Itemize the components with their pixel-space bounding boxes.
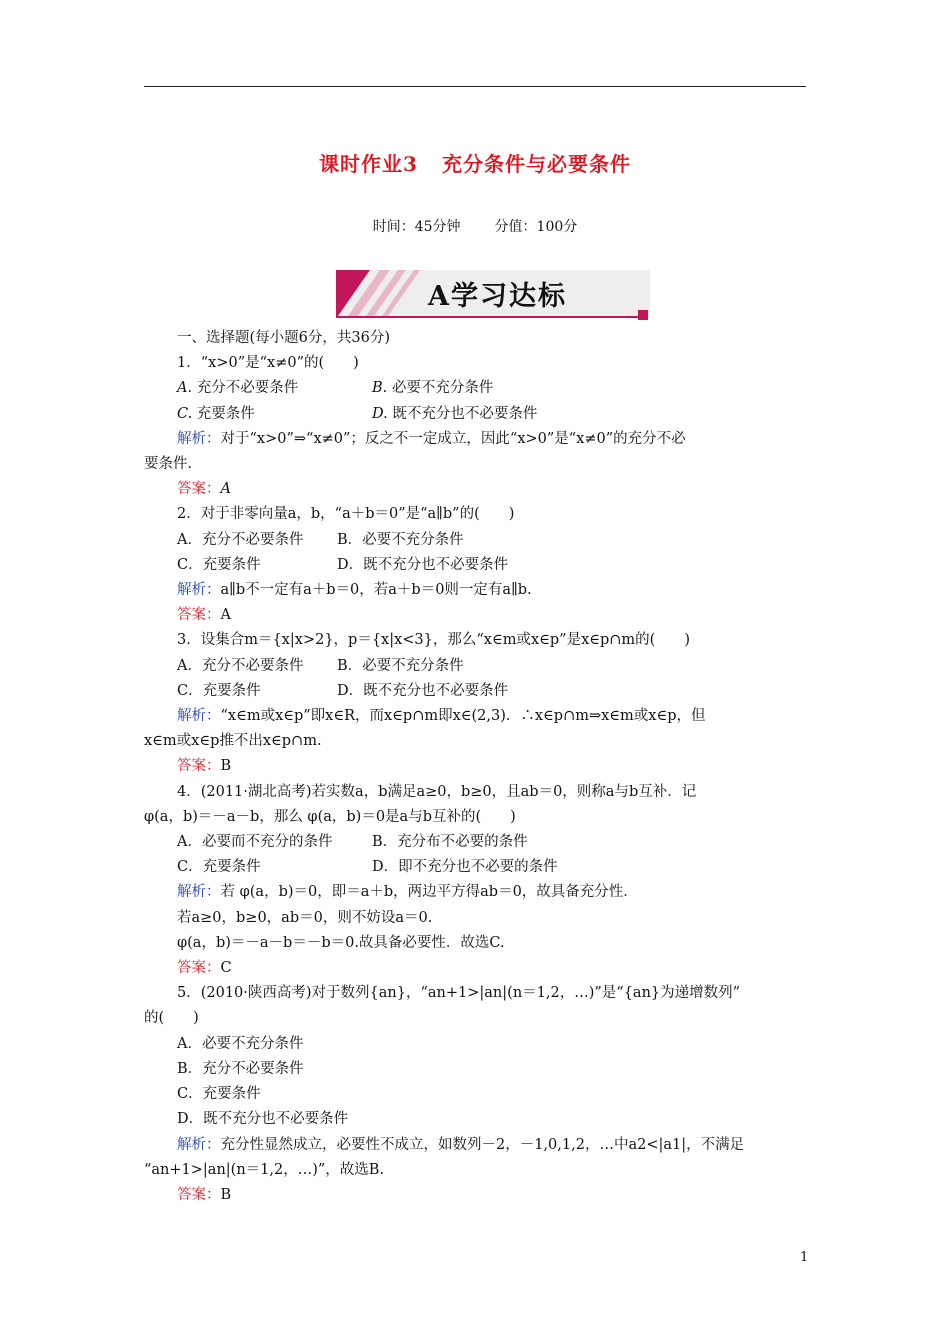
banner-underline — [336, 316, 640, 318]
q1-option-c: C. 充要条件 — [177, 405, 255, 422]
q2-option-a: A．充分不必要条件 — [177, 531, 304, 548]
q4-option-a: A．必要而不充分的条件 — [177, 834, 333, 851]
answer-label: 答案： — [177, 960, 221, 977]
q2-options-cd — [144, 553, 810, 578]
q4-option-d: D．即不充分也不必要的条件 — [372, 859, 558, 876]
answer-label: 答案： — [177, 607, 221, 624]
q4-analysis-line2: 若a≥0，b≥0，ab＝0，则不妨设a＝0. — [177, 909, 433, 926]
q1-analysis-cont: 要条件． — [144, 456, 202, 473]
analysis-label: 解析： — [177, 1136, 221, 1153]
q5-stem: 5．(2010·陕西高考)对于数列{an}，“an+1>|an|(n＝1,2，…)”是“{an}为递增数列” — [177, 985, 741, 1002]
analysis-label: 解析： — [177, 884, 221, 901]
q5-answer: 答案：B — [177, 1186, 232, 1203]
question-list — [144, 326, 810, 1208]
q5-option-c: C．充要条件 — [177, 1086, 261, 1103]
q1-answer: 答案：A — [177, 481, 231, 498]
total-score: 分值：100分 — [494, 219, 578, 235]
q3-stem: 3．设集合m＝{x|x>2}，p＝{x|x<3}，那么“x∈m或x∈p”是x∈p∩m的( ) — [177, 632, 690, 649]
q4-stem: 4．(2011·湖北高考)若实数a，b满足a≥0，b≥0，且ab＝0，则称a与b互补．记 — [177, 783, 697, 800]
q1-analysis: 解析：对于“x>0”⇒“x≠0”；反之不一定成立，因此“x>0”是“x≠0”的充分不必 — [177, 430, 686, 447]
q2-option-c: C．充要条件 — [177, 556, 261, 573]
header-rule — [144, 86, 806, 87]
q1-options-ab — [144, 376, 810, 401]
q5-option-a: A．必要不充分条件 — [177, 1035, 304, 1052]
q3-analysis: 解析：“x∈m或x∈p”即x∈R，而x∈p∩m即x∈(2,3)．∴x∈p∩m⇒x∈m或x∈p，但 — [177, 708, 706, 725]
q2-analysis: 解析：a∥b不一定有a＋b＝0，若a＋b＝0则一定有a∥b. — [177, 582, 532, 599]
q2-option-d: D．既不充分也不必要条件 — [337, 556, 509, 573]
q4-stem-cont: φ(a，b)＝－a－b，那么 φ(a，b)＝0是a与b互补的( ) — [144, 808, 516, 825]
q5-option-b: B．充分不必要条件 — [177, 1060, 304, 1077]
banner-text: A学习达标 — [428, 281, 567, 312]
q5-stem-cont: 的( ) — [144, 1010, 199, 1027]
answer-label: 答案： — [177, 1186, 221, 1203]
q1-option-a: A. 充分不必要条件 — [177, 380, 299, 397]
q4-answer: 答案：C — [177, 960, 232, 977]
q5-analysis: 解析：充分性显然成立，必要性不成立，如数列－2，－1,0,1,2，…中a2<|a1|，不满足 — [177, 1136, 745, 1153]
answer-label: 答案： — [177, 481, 221, 498]
title-lesson: 课时作业3 — [319, 152, 418, 176]
q3-options-ab — [144, 654, 810, 679]
q1-stem: 1．“x>0”是“x≠0”的( ) — [177, 355, 359, 372]
section-banner — [336, 270, 650, 320]
q4-options-ab — [144, 830, 810, 855]
q5-option-d: D．既不充分也不必要条件 — [177, 1111, 349, 1128]
q3-option-c: C．充要条件 — [177, 682, 261, 699]
q3-options-cd — [144, 679, 810, 704]
q3-option-d: D．既不充分也不必要条件 — [337, 682, 509, 699]
q2-options-ab — [144, 528, 810, 553]
q1-options-cd — [144, 402, 810, 427]
page-meta — [0, 216, 950, 236]
q1-option-d: D. 既不充分也不必要条件 — [372, 405, 538, 422]
q4-analysis: 解析：若 φ(a，b)＝0，即＝a＋b，两边平方得ab＝0，故具备充分性． — [177, 884, 638, 901]
q3-analysis-cont: x∈m或x∈p推不出x∈p∩m. — [144, 733, 322, 750]
q3-answer: 答案：B — [177, 758, 232, 775]
q4-analysis-line3: φ(a，b)＝－a－b＝－b＝0.故具备必要性．故选C. — [177, 934, 505, 951]
q3-option-b: B．必要不充分条件 — [337, 657, 464, 674]
q4-option-b: B．充分布不必要的条件 — [372, 834, 528, 851]
analysis-label: 解析： — [177, 430, 221, 447]
q1-option-b: B. 必要不充分条件 — [372, 380, 494, 397]
page-number: 1 — [800, 1250, 809, 1265]
q4-options-cd — [144, 855, 810, 880]
answer-label: 答案： — [177, 758, 221, 775]
page-title — [0, 148, 950, 177]
section-heading: 一、选择题(每小题6分，共36分) — [177, 330, 390, 346]
analysis-label: 解析： — [177, 708, 221, 725]
q4-option-c: C．充要条件 — [177, 859, 261, 876]
title-topic: 充分条件与必要条件 — [441, 152, 631, 176]
time-limit: 时间：45分钟 — [372, 219, 461, 235]
q2-stem: 2．对于非零向量a，b，“a＋b＝0”是“a∥b”的( ) — [177, 506, 515, 523]
q3-option-a: A．充分不必要条件 — [177, 657, 304, 674]
q5-analysis-cont: “an+1>|an|(n＝1,2，…)”，故选B. — [144, 1161, 385, 1178]
analysis-label: 解析： — [177, 582, 221, 599]
q2-option-b: B．必要不充分条件 — [337, 531, 464, 548]
q2-answer: 答案：A — [177, 607, 231, 624]
banner-corner-square — [638, 310, 648, 320]
